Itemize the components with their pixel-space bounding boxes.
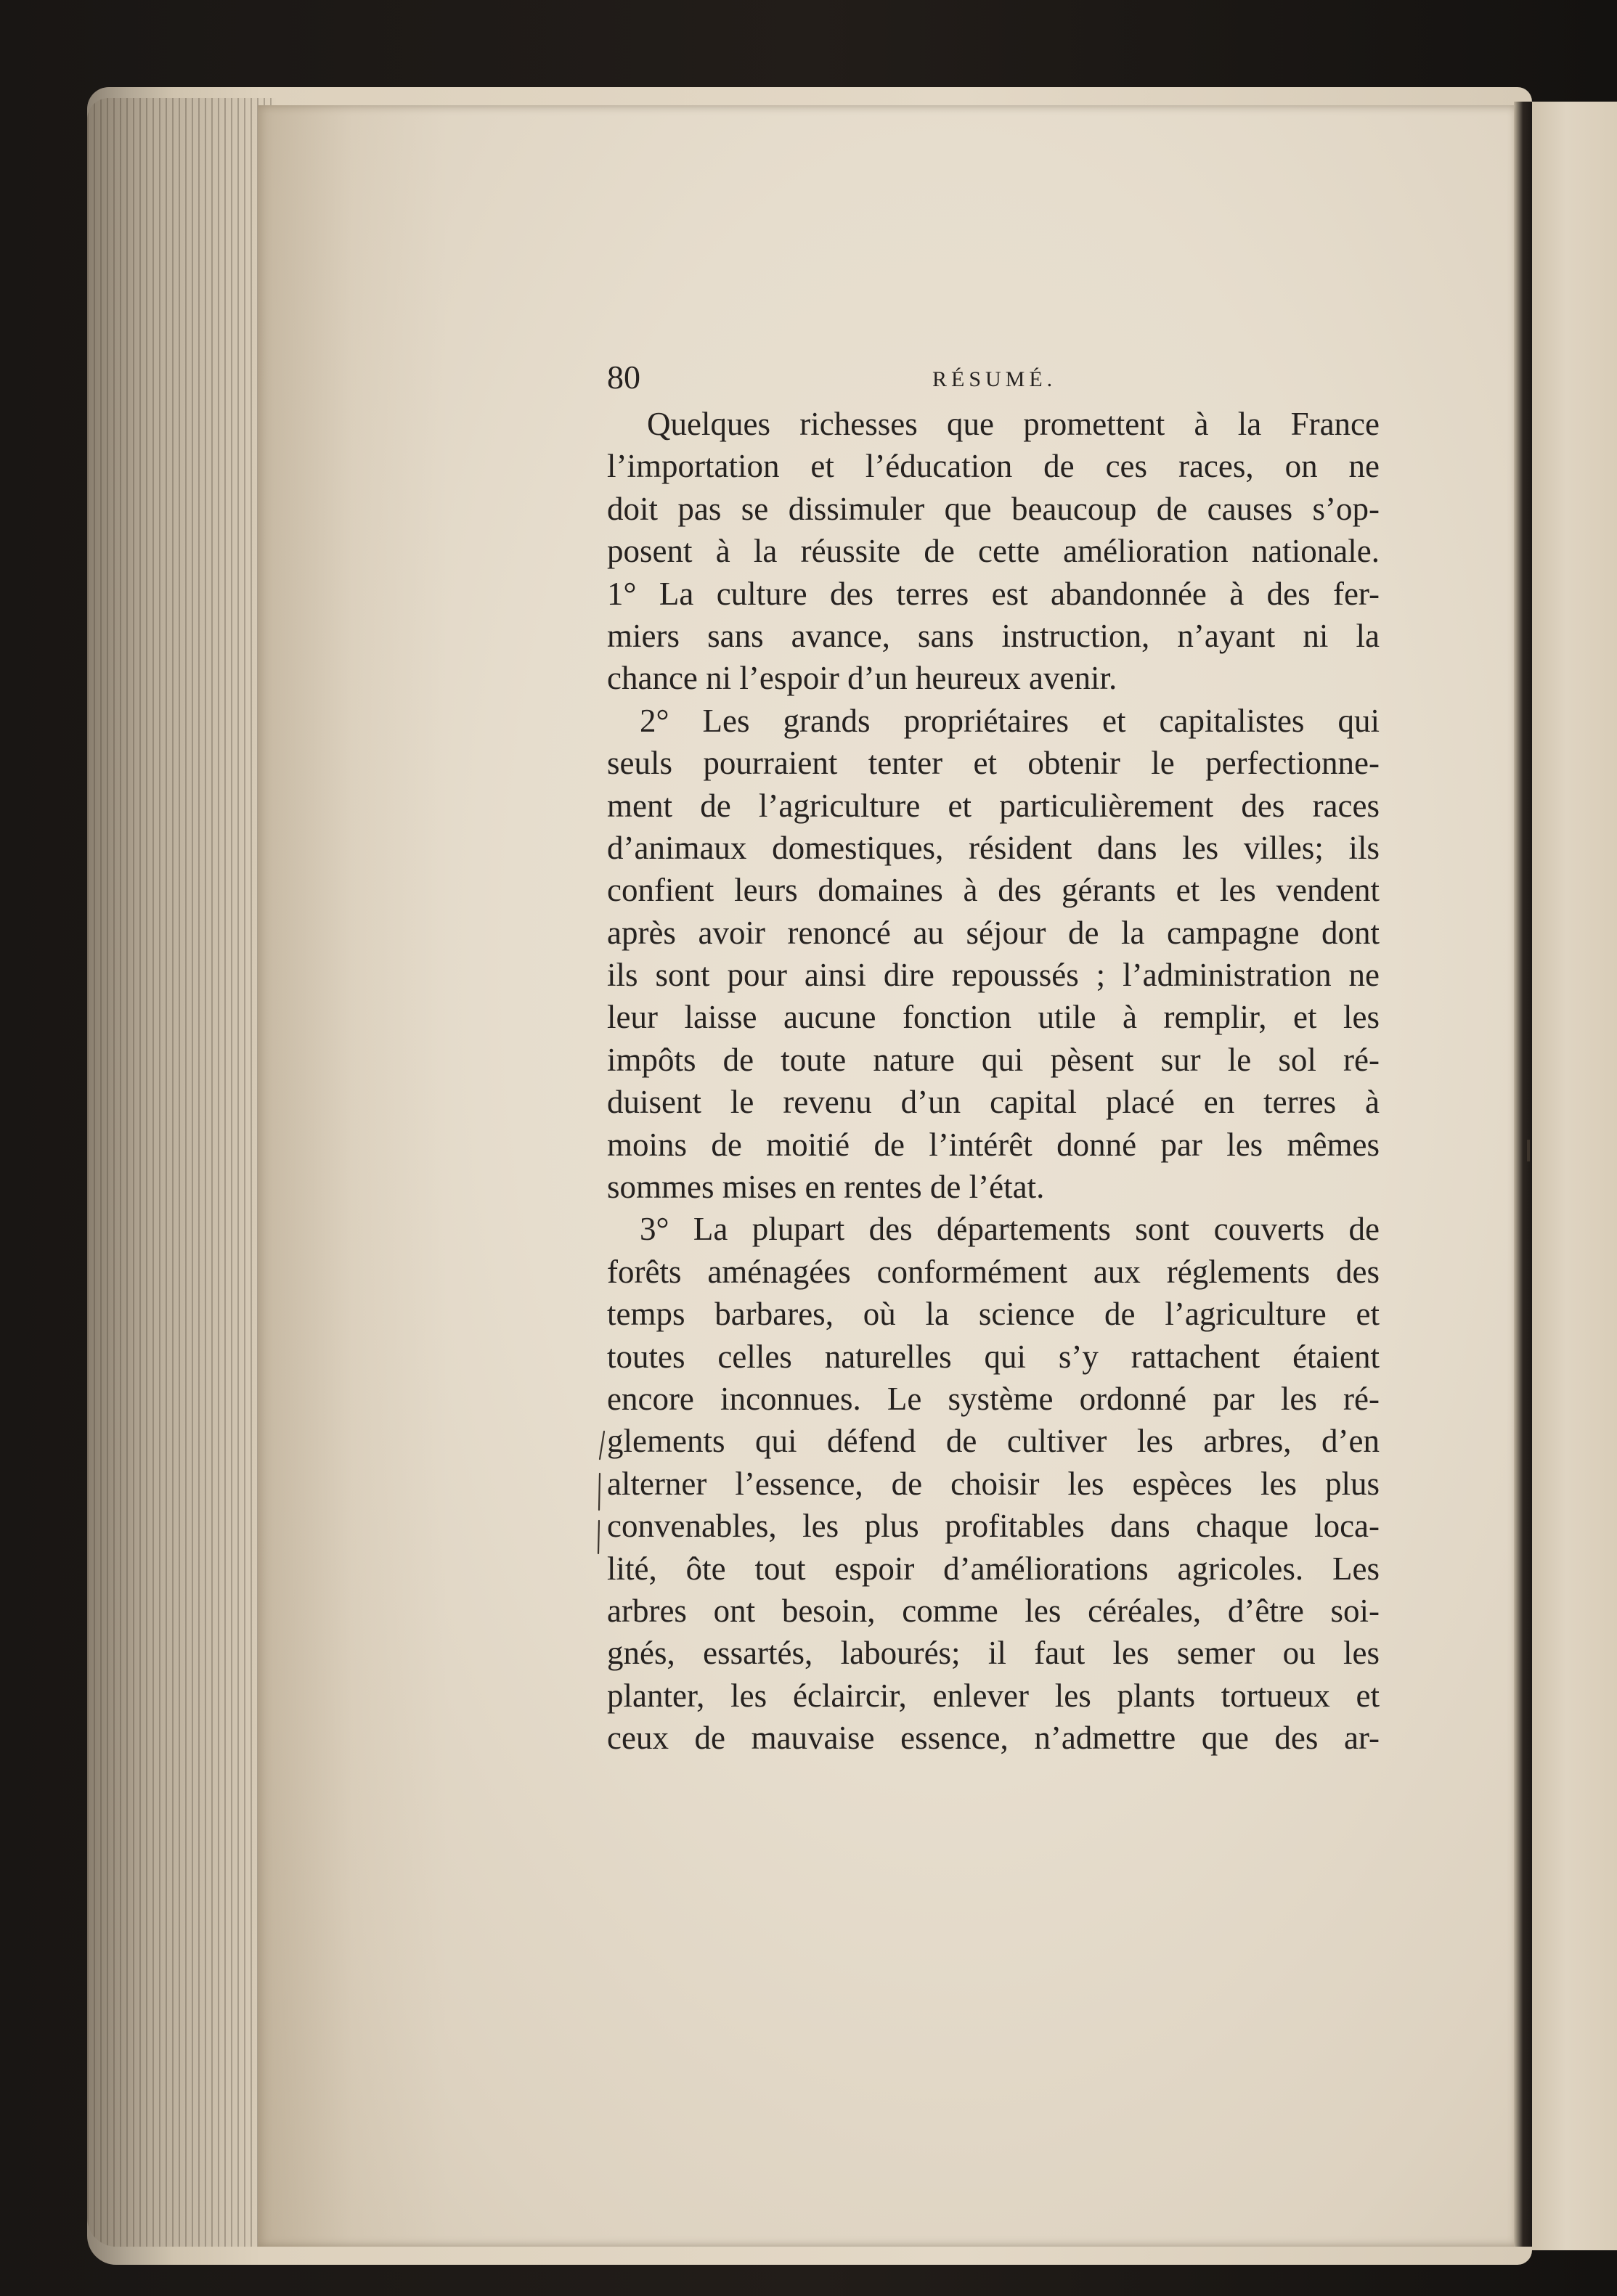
text-line: leur laisse aucune fonction utile à remplir, et les	[607, 999, 1380, 1036]
page-stain	[258, 105, 447, 2247]
page-number: 80	[607, 359, 640, 396]
edge-mark	[1527, 1140, 1530, 1161]
text-line: temps barbares, où la science de l’agriculture et	[607, 1296, 1380, 1333]
text-line: d’animaux domestiques, résident dans les villes; ils	[607, 829, 1380, 866]
text-line: gnés, essartés, labourés; il faut les semer ou les	[607, 1635, 1380, 1672]
text-line: moins de moitié de l’intérêt donné par les mêmes	[607, 1126, 1380, 1163]
text-line: après avoir renoncé au séjour de la campagne dont	[607, 914, 1380, 951]
text-line: l’importation et l’éducation de ces races, on ne	[607, 448, 1380, 485]
text-line: toutes celles naturelles qui s’y rattachent étaient	[607, 1338, 1380, 1375]
text-line: sommes mises en rentes de l’état.	[607, 1169, 1045, 1206]
text-line: planter, les éclaircir, enlever les plants tortueux et	[607, 1677, 1380, 1714]
text-line: lité, ôte tout espoir d’améliorations agricoles. Les	[607, 1550, 1380, 1587]
text-line: ils sont pour ainsi dire repoussés ; l’administration ne	[607, 957, 1380, 994]
margin-pencil-mark	[594, 1430, 610, 1568]
text-line: glements qui défend de cultiver les arbres, d’en	[607, 1423, 1380, 1460]
text-line: miers sans avance, sans instruction, n’ayant ni la	[607, 617, 1380, 654]
text-line: chance ni l’espoir d’un heureux avenir.	[607, 660, 1117, 697]
running-head	[607, 356, 1380, 399]
text-line: 2° Les grands propriétaires et capitalistes qui	[640, 702, 1380, 739]
text-line: impôts de toute nature qui pèsent sur le sol ré-	[607, 1041, 1380, 1078]
text-line: ment de l’agriculture et particulièrement des races	[607, 787, 1380, 824]
text-line: confient leurs domaines à des gérants et les vendent	[607, 872, 1380, 909]
text-line: ceux de mauvaise essence, n’admettre que des ar-	[607, 1720, 1380, 1757]
text-line: doit pas se dissimuler que beaucoup de causes s’op-	[607, 490, 1380, 527]
book-gutter	[1514, 102, 1534, 2247]
running-head-title: RÉSUMÉ.	[932, 367, 1057, 391]
text-line: forêts aménagées conformément aux réglements des	[607, 1253, 1380, 1290]
text-line: duisent le revenu d’un capital placé en terres à	[607, 1084, 1380, 1121]
facing-page-edge	[1532, 102, 1617, 2250]
text-line: encore inconnues. Le système ordonné par les ré-	[607, 1380, 1380, 1417]
text-line: 1° La culture des terres est abandonnée à des fer-	[607, 575, 1380, 612]
text-line: posent à la réussite de cette amélioration nationale.	[607, 533, 1380, 570]
text-line: 3° La plupart des départements sont couverts de	[640, 1211, 1380, 1248]
text-line: seuls pourraient tenter et obtenir le perfectionne-	[607, 745, 1380, 782]
text-line: arbres ont besoin, comme les céréales, d’être soi-	[607, 1592, 1380, 1629]
page-edges	[87, 98, 276, 2247]
text-line: Quelques richesses que promettent à la France	[647, 406, 1380, 442]
text-line: convenables, les plus profitables dans chaque loca-	[607, 1508, 1380, 1545]
body-text	[607, 403, 1380, 1760]
text-line: alterner l’essence, de choisir les espèces les plus	[607, 1465, 1380, 1502]
